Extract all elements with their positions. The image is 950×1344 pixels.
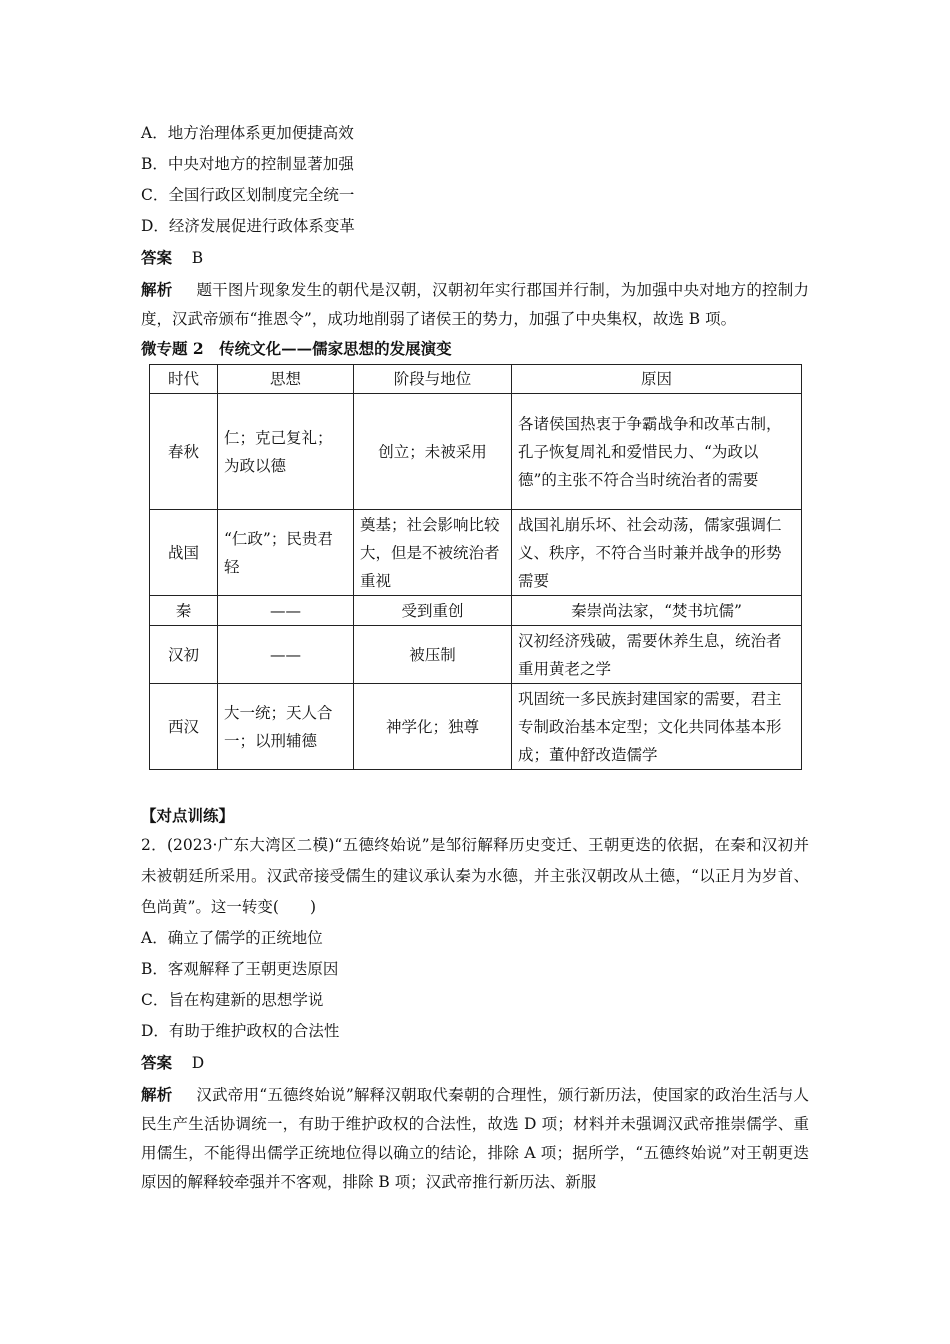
q1-option-a: A．地方治理体系更加便捷高效 [141,124,354,142]
q1-options [141,118,809,242]
table-header-row [150,365,802,394]
era-cell: 秦 [150,596,218,626]
era-cell: 战国 [150,510,218,596]
confucianism-table [149,364,802,770]
stage-cell: 被压制 [354,626,512,684]
q1-option-c: C．全国行政区划制度完全统一 [141,186,355,204]
topic-title: 微专题 2 传统文化——儒家思想的发展演变 [141,339,452,358]
answer-value: D [191,1054,205,1072]
q2-option-c: C．旨在构建新的思想学说 [141,991,324,1009]
training-section-title: 【对点训练】 [141,806,235,825]
q1-answer [141,242,809,273]
q2-option-a: A．确立了儒学的正统地位 [141,929,323,947]
thought-cell: “仁政”；民贵君轻 [218,510,354,596]
analysis-text: 题干图片现象发生的朝代是汉朝，汉朝初年实行郡国并行制，为加强中央对地方的控制力度，汉武帝颁布“推恩令”，成功地削弱了诸侯王的势力，加强了中央集权，故选 B 项。 [141,281,809,328]
stage-cell: 奠基；社会影响比较大，但是不被统治者重视 [354,510,512,596]
table-row [150,626,802,684]
q1-option-d: D．经济发展促进行政体系变革 [141,217,355,235]
q1-option-b: B．中央对地方的控制显著加强 [141,155,354,173]
stage-cell: 神学化；独尊 [354,684,512,770]
table-row [150,596,802,626]
table-row [150,510,802,596]
reason-cell: 各诸侯国热衷于争霸战争和改革古制，孔子恢复周礼和爱惜民力、“为政以德”的主张不符合当时统治者的需要 [512,394,802,510]
era-cell: 西汉 [150,684,218,770]
stage-cell: 创立；未被采用 [354,394,512,510]
analysis-text: 汉武帝用“五德终始说”解释汉朝取代秦朝的合理性，颁行新历法，使国家的政治生活与人民生产生活协调统一，有助于维护政权的合法性，故选 D 项；材料并未强调汉武帝推崇儒学、重用儒生，不能得出儒学正统地位得以确立的结论，排除 A 项；据所学，“五德终始说”对王朝更迭原因的解释较牵强并不客观，排除 B 项；汉武帝推行新历法、新服 [141,1086,809,1191]
reason-cell: 汉初经济残破，需要休养生息，统治者重用黄老之学 [512,626,802,684]
thought-cell: 大一统；天人合一；以刑辅德 [218,684,354,770]
thought-cell: 仁；克己复礼；为政以德 [218,394,354,510]
header-era: 时代 [150,365,218,394]
header-reason: 原因 [512,365,802,394]
q1-analysis [141,275,809,334]
reason-cell: 巩固统一多民族封建国家的需要，君主专制政治基本定型；文化共同体基本形成；董仲舒改造儒学 [512,684,802,770]
header-thought: 思想 [218,365,354,394]
q2-answer [141,1047,809,1078]
q2-analysis [141,1080,809,1197]
analysis-label: 解析 [141,1085,173,1104]
reason-cell: 战国礼崩乐坏、社会动荡，儒家强调仁义、秩序，不符合当时兼并战争的形势需要 [512,510,802,596]
q2-options [141,923,809,1047]
thought-cell: —— [218,626,354,684]
reason-cell: 秦崇尚法家，“焚书坑儒” [512,596,802,626]
answer-label: 答案 [141,1053,173,1072]
thought-cell: —— [218,596,354,626]
analysis-label: 解析 [141,280,173,299]
answer-label: 答案 [141,248,173,267]
q2-option-b: B．客观解释了王朝更迭原因 [141,960,339,978]
era-cell: 春秋 [150,394,218,510]
table-row [150,394,802,510]
q2-option-d: D．有助于维护政权的合法性 [141,1022,340,1040]
table-row [150,684,802,770]
answer-value: B [191,249,204,267]
document-page [141,118,809,1197]
header-stage: 阶段与地位 [354,365,512,394]
stage-cell: 受到重创 [354,596,512,626]
era-cell: 汉初 [150,626,218,684]
q2-stem: 2．(2023·广东大湾区二模)“五德终始说”是邹衍解释历史变迁、王朝更迭的依据，在秦和汉初并未被朝廷所采用。汉武帝接受儒生的建议承认秦为水德，并主张汉朝改从土德，“以正月为岁首、色尚黄”。这一转变( ) [141,836,809,916]
